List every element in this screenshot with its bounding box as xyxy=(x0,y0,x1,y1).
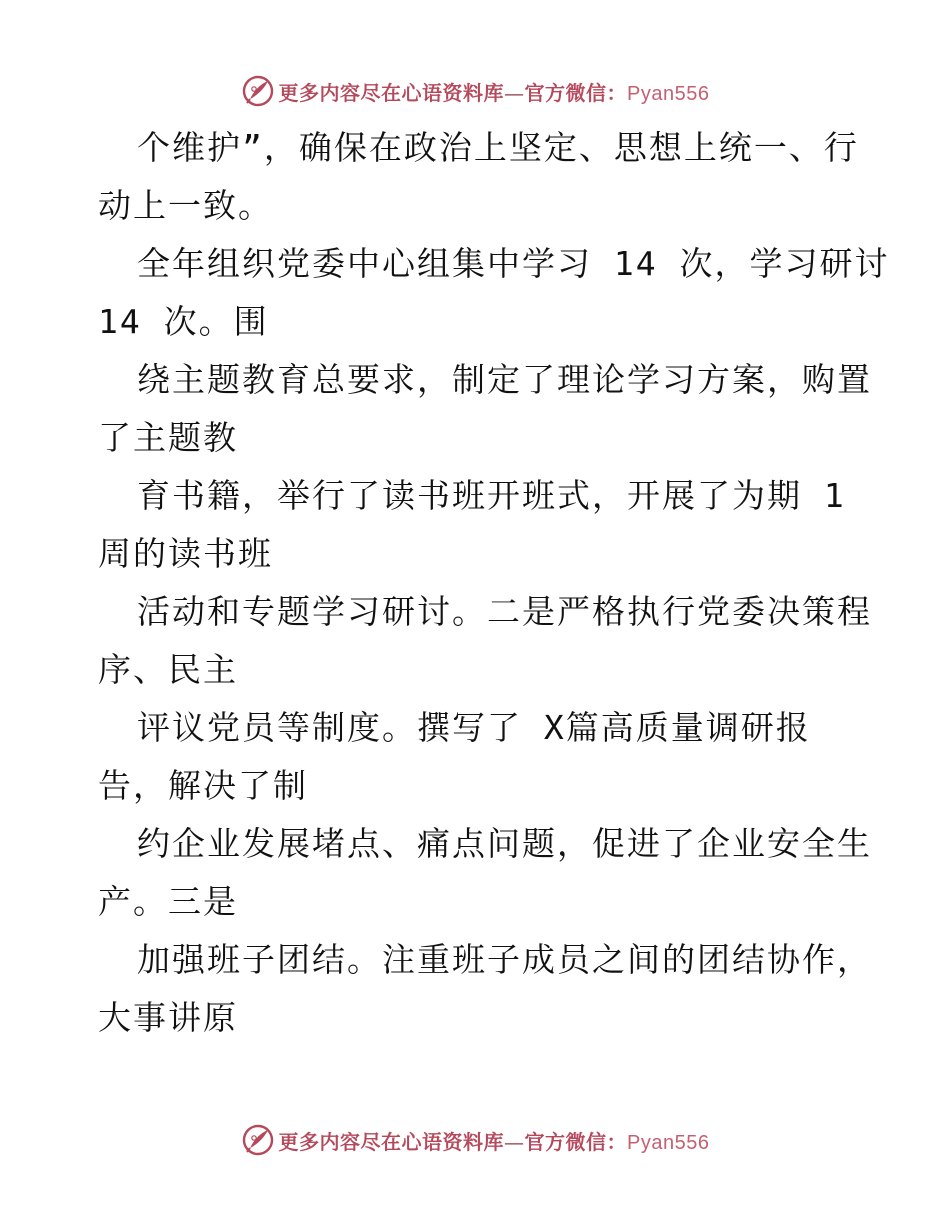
body-line: 约企业发展堵点、痛点问题，促进了企业安全生 xyxy=(137,824,872,863)
watermark-label: 官方微信： xyxy=(524,80,628,105)
body-line: 育书籍，举行了读书班开班式，开展了为期 1 xyxy=(137,476,846,515)
watermark-separator: — xyxy=(504,80,525,105)
body-line: 大事讲原 xyxy=(98,998,238,1037)
watermark-site: 更多内容尽在心语资料库 xyxy=(278,1129,505,1154)
watermark-wechat-id: Pyan556 xyxy=(627,82,710,105)
watermark-label: 官方微信： xyxy=(524,1129,628,1154)
watermark-separator: — xyxy=(504,1129,525,1154)
body-line: 评议党员等制度。撰写了 X篇高质量调研报 xyxy=(137,708,811,747)
footer-watermark xyxy=(0,1120,950,1160)
watermark-site: 更多内容尽在心语资料库 xyxy=(278,80,505,105)
body-line: 绕主题教育总要求，制定了理论学习方案，购置 xyxy=(137,360,872,399)
quill-logo-icon xyxy=(241,1123,275,1157)
watermark-wechat-id: Pyan556 xyxy=(627,1131,710,1154)
body-line: 全年组织党委中心组集中学习 14 次，学习研讨 xyxy=(137,244,890,283)
body-line: 个维护”，确保在政治上坚定、思想上统一、行 xyxy=(137,128,859,167)
body-line: 周的读书班 xyxy=(98,534,273,573)
body-line: 告，解决了制 xyxy=(98,766,308,805)
watermark-text xyxy=(279,77,710,106)
header-watermark xyxy=(0,71,950,111)
body-line: 了主题教 xyxy=(98,418,238,457)
body-line: 活动和专题学习研讨。二是严格执行党委决策程 xyxy=(137,592,872,631)
quill-logo-icon xyxy=(241,74,275,108)
body-line: 加强班子团结。注重班子成员之间的团结协作， xyxy=(137,940,872,979)
watermark-text xyxy=(279,1126,710,1155)
body-line: 动上一致。 xyxy=(98,186,273,225)
body-line: 14 次。围 xyxy=(98,302,269,341)
body-line: 产。三是 xyxy=(98,882,238,921)
body-line: 序、民主 xyxy=(98,650,238,689)
